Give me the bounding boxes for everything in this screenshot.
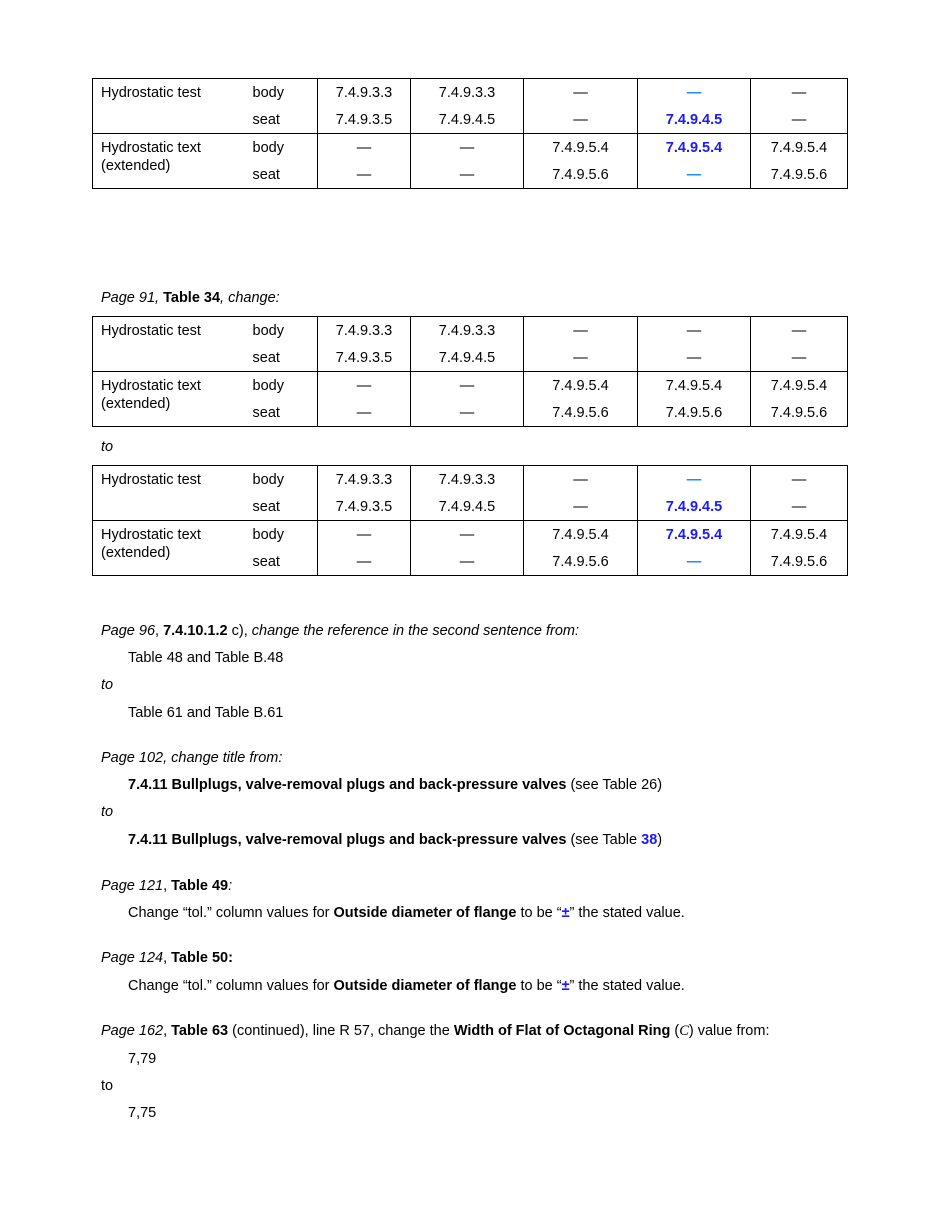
row-label: Hydrostatic test: [93, 317, 243, 372]
sub-label: seat: [243, 344, 318, 372]
cell: —: [524, 317, 638, 345]
cell: —: [751, 106, 848, 134]
page124-change: Change “tol.” column values for Outside diameter of flange to be “±” the stated value.: [128, 978, 685, 994]
page102-to: 7.4.11 Bullplugs, valve-removal plugs and back-pressure valves (see Table 38): [128, 832, 663, 848]
cell: —: [524, 344, 638, 372]
row-label: Hydrostatic test: [93, 79, 243, 134]
cell: —: [638, 317, 751, 345]
cell-highlight: —: [638, 79, 751, 107]
cell: 7.4.9.3.3: [411, 317, 524, 345]
sub-label: body: [243, 79, 318, 107]
cell: 7.4.9.3.5: [318, 344, 411, 372]
cell: 7.4.9.4.5: [411, 106, 524, 134]
cell: 7.4.9.5.4: [638, 372, 751, 400]
sub-label: body: [243, 466, 318, 494]
cell: 7.4.9.5.6: [524, 548, 638, 576]
table-top: [92, 78, 848, 189]
sub-label: seat: [243, 399, 318, 427]
page102-from: 7.4.11 Bullplugs, valve-removal plugs and back-pressure valves (see Table 26): [128, 777, 663, 793]
cell: —: [411, 372, 524, 400]
cell: —: [751, 493, 848, 521]
cell: —: [411, 399, 524, 427]
page121-change: Change “tol.” column values for Outside diameter of flange to be “±” the stated value.: [128, 905, 685, 921]
page162-to: 7,75: [128, 1105, 157, 1121]
cell: —: [638, 344, 751, 372]
sub-label: seat: [243, 493, 318, 521]
sub-label: seat: [243, 548, 318, 576]
cell: —: [751, 344, 848, 372]
page96-to: Table 61 and Table B.61: [128, 705, 284, 721]
table-original: [92, 316, 848, 427]
cell: 7.4.9.5.4: [751, 521, 848, 549]
cell: —: [411, 134, 524, 162]
sub-label: seat: [243, 106, 318, 134]
cell: 7.4.9.3.3: [318, 317, 411, 345]
cell: 7.4.9.3.5: [318, 493, 411, 521]
page96-heading: Page 96, 7.4.10.1.2 c), change the reference in the second sentence from:: [101, 623, 580, 639]
to-label: to: [101, 1078, 114, 1094]
row-label: Hydrostatic test: [93, 466, 243, 521]
page124-heading: Page 124, Table 50:: [101, 950, 233, 966]
cell: —: [411, 521, 524, 549]
row-label: Hydrostatic text (extended): [93, 372, 243, 427]
cell: 7.4.9.3.3: [318, 79, 411, 107]
to-label: to: [101, 804, 114, 820]
page162-from: 7,79: [128, 1051, 157, 1067]
cell: 7.4.9.5.4: [751, 134, 848, 162]
cell: —: [524, 466, 638, 494]
sub-label: body: [243, 372, 318, 400]
cell: 7.4.9.3.3: [411, 79, 524, 107]
cell: —: [751, 466, 848, 494]
to-label: to: [101, 677, 114, 693]
cell-highlight: —: [638, 466, 751, 494]
page102-heading: Page 102, change title from:: [101, 750, 283, 766]
cell: 7.4.9.4.5: [411, 344, 524, 372]
cell: —: [411, 548, 524, 576]
row-label: Hydrostatic text (extended): [93, 134, 243, 189]
cell: —: [524, 493, 638, 521]
cell: 7.4.9.5.6: [751, 399, 848, 427]
cell-highlight: 7.4.9.5.4: [638, 134, 751, 162]
cell: 7.4.9.5.4: [524, 134, 638, 162]
cell: —: [318, 161, 411, 189]
cell: 7.4.9.5.6: [524, 399, 638, 427]
cell: —: [751, 79, 848, 107]
cell-highlight: —: [638, 161, 751, 189]
page91-heading: Page 91, Table 34, change:: [101, 290, 280, 306]
cell-highlight: —: [638, 548, 751, 576]
cell: 7.4.9.5.6: [638, 399, 751, 427]
cell: 7.4.9.3.3: [411, 466, 524, 494]
cell: —: [524, 106, 638, 134]
cell: 7.4.9.3.3: [318, 466, 411, 494]
sub-label: body: [243, 134, 318, 162]
table-changed: [92, 465, 848, 576]
page162-heading: Page 162, Table 63 (continued), line R 57, change the Width of Flat of Octagonal Ring (C) value from:: [101, 1023, 770, 1039]
cell: —: [318, 548, 411, 576]
cell: —: [318, 372, 411, 400]
cell-highlight: 7.4.9.4.5: [638, 493, 751, 521]
cell: 7.4.9.4.5: [411, 493, 524, 521]
cell: 7.4.9.5.4: [524, 521, 638, 549]
sub-label: body: [243, 521, 318, 549]
cell: 7.4.9.5.4: [751, 372, 848, 400]
page121-heading: Page 121, Table 49:: [101, 878, 233, 894]
cell: —: [318, 399, 411, 427]
cell: —: [318, 521, 411, 549]
sub-label: seat: [243, 161, 318, 189]
page96-from: Table 48 and Table B.48: [128, 650, 284, 666]
cell-highlight: 7.4.9.4.5: [638, 106, 751, 134]
cell: 7.4.9.5.4: [524, 372, 638, 400]
sub-label: body: [243, 317, 318, 345]
cell: —: [411, 161, 524, 189]
cell: 7.4.9.3.5: [318, 106, 411, 134]
cell: —: [751, 317, 848, 345]
cell: 7.4.9.5.6: [751, 548, 848, 576]
to-label: to: [101, 439, 114, 455]
cell: —: [524, 79, 638, 107]
cell: —: [318, 134, 411, 162]
cell: 7.4.9.5.6: [751, 161, 848, 189]
row-label: Hydrostatic text (extended): [93, 521, 243, 576]
cell-highlight: 7.4.9.5.4: [638, 521, 751, 549]
cell: 7.4.9.5.6: [524, 161, 638, 189]
